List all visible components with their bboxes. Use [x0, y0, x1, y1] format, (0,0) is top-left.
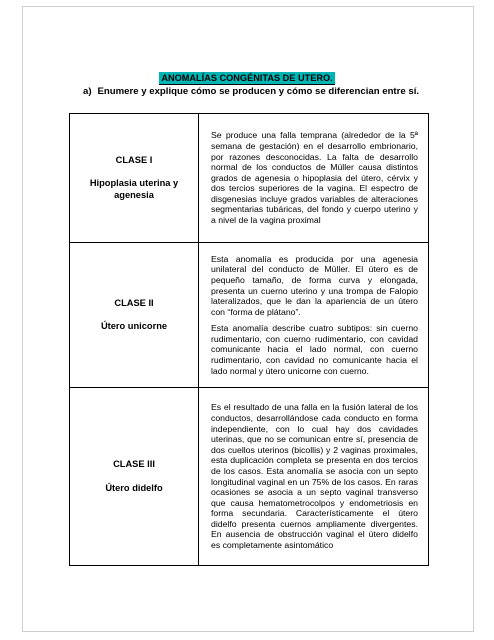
class-subtitle: Hipoplasia uterina y agenesia [89, 178, 179, 200]
table-row [70, 114, 429, 243]
class-cell [70, 114, 199, 243]
class-cell [70, 388, 199, 566]
anomalies-table [69, 113, 429, 566]
title-wrapper [0, 68, 494, 86]
table-row [70, 388, 429, 566]
class-label: CLASE II [114, 297, 154, 308]
description-cell [199, 388, 429, 566]
description-paragraph: Esta anomalía describe cuatro subtipos: sin cuerno rudimentario, con cuerno rudimentario, con cavidad comunicante hacia el lado normal, con cuerno rudimentario, con cavidad no comunicante hacia el lado normal y útero unicorne con cuerno. [211, 323, 418, 376]
question-letter: a) [83, 86, 92, 97]
document-title: ANOMALÍAS CONGÉNITAS DE UTERO. [161, 73, 333, 83]
question-text: Enumere y explique cómo se producen y cómo se diferencian entre sí. [97, 86, 420, 97]
description-paragraph: Esta anomalía es producida por una agenesia unilateral del conducto de Müller. El útero es de pequeño tamaño, de forma curva y elongada, presenta un cuerno uterino y una trompa de Falopio lateralizados, que le dan la apariencia de un útero con “forma de plátano”. [211, 253, 418, 317]
class-cell [70, 243, 199, 388]
description-cell [199, 114, 429, 243]
class-subtitle: Útero unicorne [100, 321, 168, 331]
class-label: CLASE III [113, 459, 155, 469]
description-paragraph: Se produce una falla temprana (alrededor de la 5ª semana de gestación) en el desarrollo embrionario, por razones desconocidas. La falta de desarrollo normal de los conductos de Müller causa distintos grados de agenesia o hipoplasia del útero, cérvix y dos tercios superiores de la vagina. El espectro de disgenesias incluye grados variables de alteraciones segmentarias tubáricas, del fondo y cuerpo uterino y a nivel de la vagina proximal [211, 130, 418, 226]
description-cell [199, 243, 429, 388]
description-paragraph: Es el resultado de una falla en la fusión lateral de los conductos, desarrollándose cada conducto en forma independiente, con lo cual hay dos cavidades uterinas, que no se comunican entre sí, presencia de dos cuellos uterinos (bicollis) y 2 vaginas proximales, esta duplicación completa se presenta en dos tercios de los casos. Esta anomalía se asocia con un septo longitudinal vaginal en un 75% de los casos. En raras ocasiones se asocia a un septo vaginal transverso que causa hematometrocolpos y endometriosis en forma secundaria. Característicamente el útero didelfo presenta cuernos ampliamente divergentes. En ausencia de obstrucción vaginal el útero didelfo es completamente asintomático [211, 402, 418, 551]
class-subtitle: Útero didelfo [105, 482, 163, 493]
table-row [70, 243, 429, 388]
class-label: CLASE I [115, 154, 153, 165]
question [83, 86, 419, 98]
